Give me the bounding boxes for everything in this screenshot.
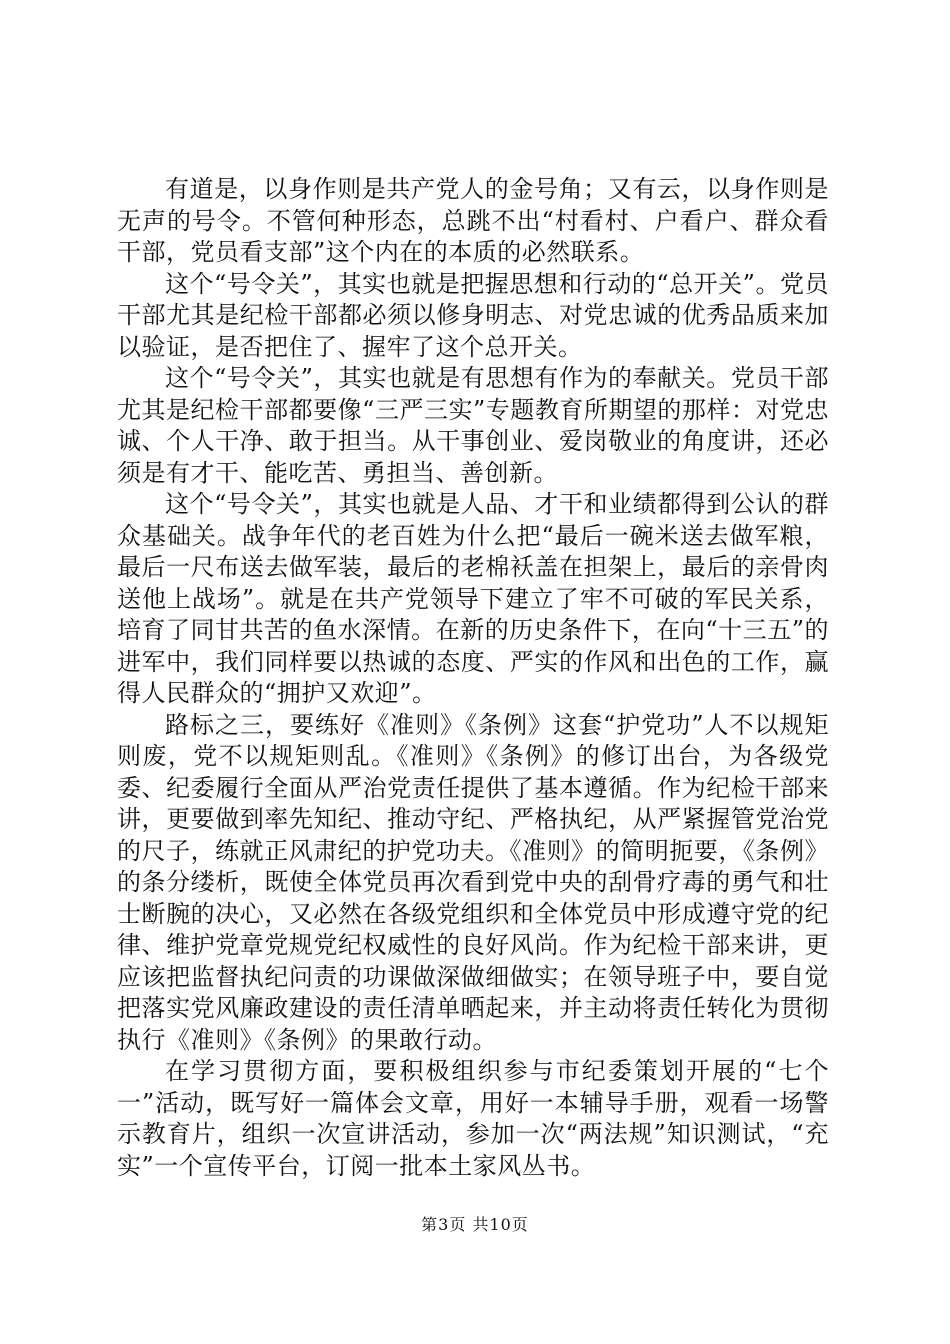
paragraph-2: 这个“号令关”，其实也就是把握思想和行动的“总开关”。党员干部尤其是纪检干部都必须以修身明志、对党忠诚的优秀品质来加以验证，是否把住了、握牢了这个总开关。 xyxy=(117,269,829,361)
paragraph-1: 有道是，以身作则是共产党人的金号角；又有云，以身作则是无声的号令。不管何种形态，总跳不出“村看村、户看户、群众看干部，党员看支部”这个内在的本质的必然联系。 xyxy=(117,175,829,266)
paragraph-6: 在学习贯彻方面，要积极组织参与市纪委策划开展的“七个一”活动，既写好一篇体会文章，用好一本辅导手册，观看一场警示教育片，组织一次宣讲活动，参加一次“两法规”知识测试，“充实”一个宣传平台，订阅一批本土家风丛书。 xyxy=(117,1057,829,1180)
paragraph-4: 这个“号令关”，其实也就是人品、才干和业绩都得到公认的群众基础关。战争年代的老百姓为什么把“最后一碗米送去做军粮，最后一尺布送去做军装，最后的老棉袄盖在担架上，最后的亲骨肉送他上战场”。就是在共产党领导下建立了牢不可破的军民关系，培育了同甘共苦的鱼水深情。在新的历史条件下，在向“十三五”的进军中，我们同样要以热诚的态度、严实的作风和出色的工作，赢得人民群众的“拥护又欢迎”。 xyxy=(117,490,829,707)
page-number-footer: 第3页 共10页 xyxy=(421,1215,529,1234)
paragraph-3: 这个“号令关”，其实也就是有思想有作为的奉献关。党员干部尤其是纪检干部都要像“三严三实”专题教育所期望的那样：对党忠诚、个人干净、敢于担当。从干事创业、爱岗敬业的角度讲，还必须是有才干、能吃苦、勇担当、善创新。 xyxy=(117,364,829,487)
paragraph-5: 路标之三，要练好《准则》《条例》这套“护党功”人不以规矩则废，党不以规矩则乱。《准则》《条例》的修订出台，为各级党委、纪委履行全面从严治党责任提供了基本遵循。作为纪检干部来讲，更要做到率先知纪、推动守纪、严格执纪，从严紧握管党治党的尺子，练就正风肃纪的护党功夫。《准则》的简明扼要，《条例》的条分缕析，既使全体党员再次看到党中央的刮骨疗毒的勇气和壮士断腕的决心，又必然在各级党组织和全体党员中形成遵守党的纪律、维护党章党规党纪权威性的良好风尚。作为纪检干部来讲，更应该把监督执纪问责的功课做深做细做实；在领导班子中，要自觉把落实党风廉政建设的责任清单晒起来，并主动将责任转化为贯彻执行《准则》《条例》的果敢行动。 xyxy=(117,710,829,1054)
document-body xyxy=(117,174,829,1182)
